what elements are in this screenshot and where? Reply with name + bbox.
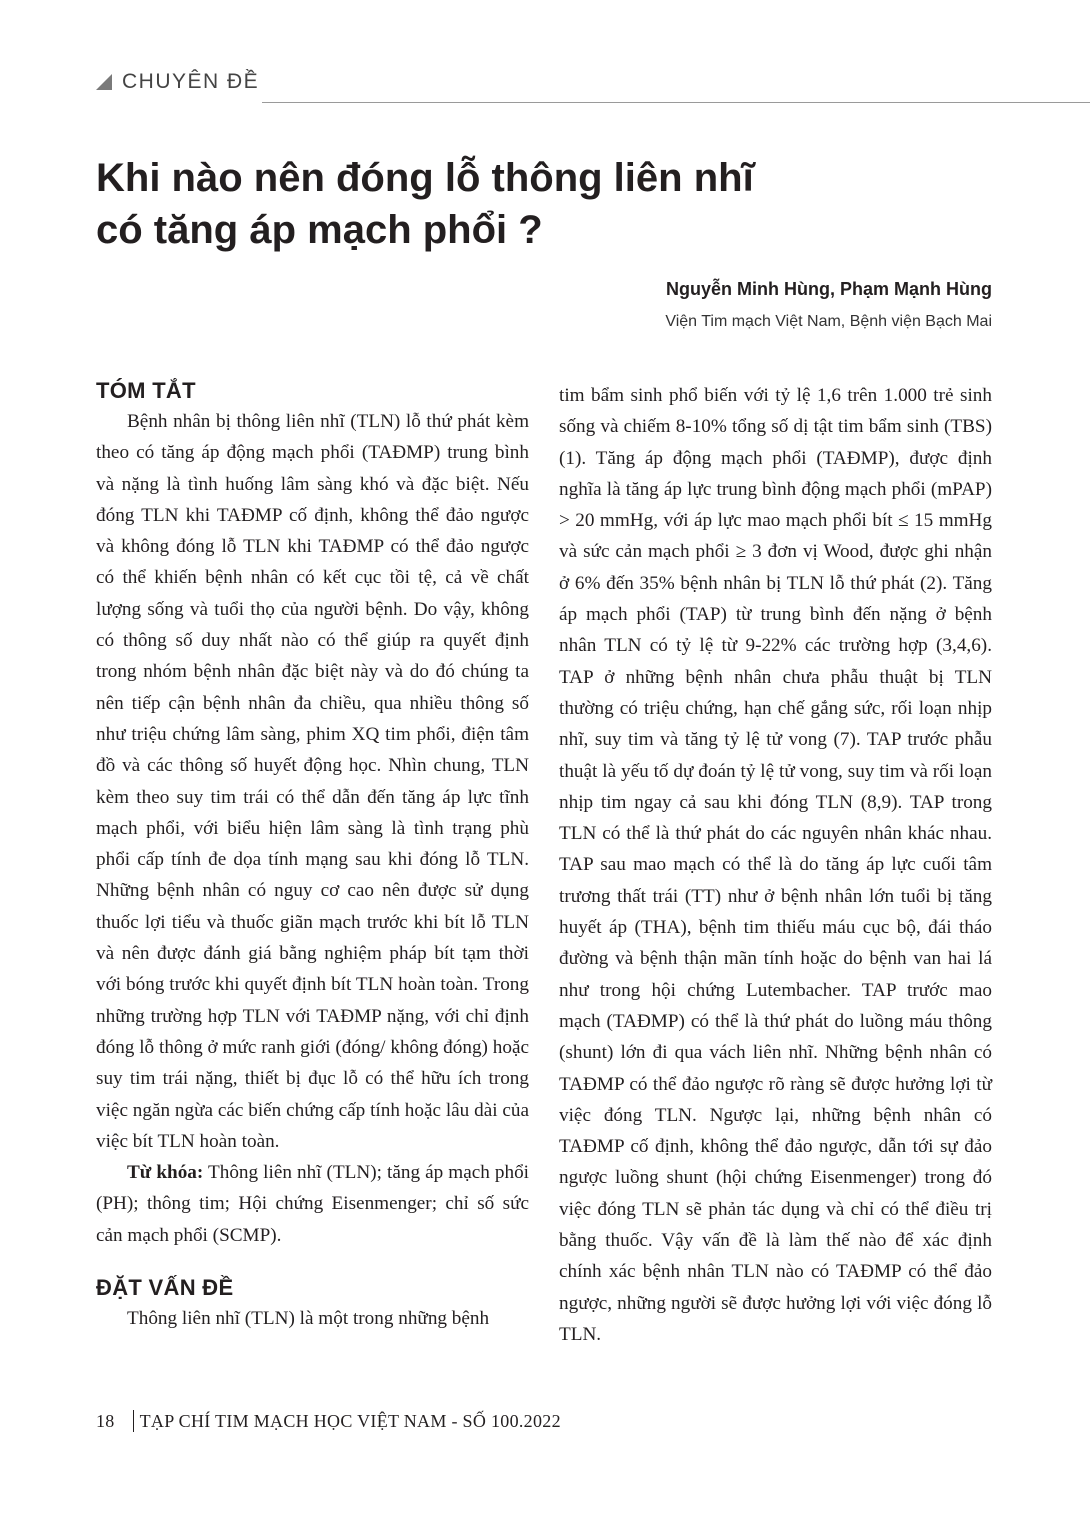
left-column xyxy=(96,376,529,1334)
authors: Nguyễn Minh Hùng, Phạm Mạnh Hùng xyxy=(666,279,992,299)
page-footer xyxy=(96,1410,561,1432)
keywords-text: Thông liên nhĩ (TLN); tăng áp mạch phổi (PH); thông tim; Hội chứng Eisenmenger; chỉ số sức cản mạch phổi (SCMP). xyxy=(96,1162,529,1246)
affiliation: Viện Tim mạch Việt Nam, Bệnh viện Bạch Mai xyxy=(665,313,992,330)
keywords-label: Từ khóa: xyxy=(127,1162,204,1184)
page-number: 18 xyxy=(96,1410,115,1431)
section-tag xyxy=(96,70,259,94)
introduction-start: Thông liên nhĩ (TLN) là một trong những bệnh xyxy=(127,1308,490,1330)
footer-divider xyxy=(133,1410,134,1432)
section-label: CHUYÊN ĐỀ xyxy=(122,70,260,93)
keywords-paragraph xyxy=(96,1157,529,1251)
abstract-body: Bệnh nhân bị thông liên nhĩ (TLN) lỗ thứ phát kèm theo có tăng áp động mạch phổi (TAĐMP) trung bình và nặng là tình huống lâm sàng khó và đặc biệt. Nếu đóng TLN khi TAĐMP cố định, không thể đảo ngược và không đóng lỗ TLN khi TAĐMP có thể đảo ngược có thể khiến bệnh nhân có kết cục tồi tệ, cả về chất lượng sống và tuổi thọ của người bệnh. Do vậy, không có thông số duy nhất nào có thể giúp ra quyết định trong nhóm bệnh nhân đặc biệt này và do đó chúng ta nên tiếp cận bệnh nhân đa chiều, qua nhiều thông số như triệu chứng lâm sàng, phim XQ tim phổi, điện tâm đồ và các thông số huyết động học. Nhìn chung, TLN kèm theo suy tim trái có thể dẫn đến tăng áp lực tĩnh mạch phổi, với biểu hiện lâm sàng là tình trạng phù phổi cấp tính đe dọa tính mạng sau khi đóng lỗ TLN. Những bệnh nhân có nguy cơ cao nên được sử dụng thuốc lợi tiểu và thuốc giãn mạch trước khi bít lỗ TLN và nên được đánh giá bằng nghiệm pháp bít tạm thời với bóng trước khi quyết định bít TLN hoàn toàn. Trong những trường hợp TLN với TAĐMP nặng, với chỉ định đóng lỗ thông ở mức ranh giới (đóng/ không đóng) hoặc suy tim trái nặng, thiết bị đục lỗ có thể hữu ích trong việc ngăn ngừa các biến chứng cấp tính hoặc lâu dài của việc bít TLN hoàn toàn. xyxy=(96,411,529,1152)
right-column xyxy=(559,380,992,1350)
title-line-1: Khi nào nên đóng lỗ thông liên nhĩ xyxy=(96,156,754,200)
introduction-continued: tim bẩm sinh phổ biến với tỷ lệ 1,6 trên 1.000 trẻ sinh sống và chiếm 8-10% tổng số dị tật tim bẩm sinh (TBS) (1). Tăng áp động mạch phổi (TAĐMP), được định nghĩa là tăng áp lực trung bình động mạch phổi (mPAP) > 20 mmHg, với áp lực mao mạch phổi bít ≤ 15 mmHg và sức cản mạch phổi ≥ 3 đơn vị Wood, được ghi nhận ở 6% đến 35% bệnh nhân bị TLN lỗ thứ phát (2). Tăng áp mạch phổi (TAP) từ trung bình đến nặng ở bệnh nhân TLN có tỷ lệ từ 9-22% các trường hợp (3,4,6). TAP ở những bệnh nhân chưa phẫu thuật bị TLN thường có triệu chứng, hạn chế gắng sức, rối loạn nhịp nhĩ, suy tim và tăng tỷ lệ tử vong (7). TAP trước phẫu thuật là yếu tố dự đoán tỷ lệ tử vong, suy tim và rối loạn nhịp tim ngay cả sau khi đóng TLN (8,9). TAP trong TLN có thể là thứ phát do các nguyên nhân khác nhau. TAP sau mao mạch có thể là do tăng áp lực cuối tâm trương thất trái (TT) như ở bệnh nhân lớn tuổi bị tăng huyết áp (THA), bệnh tim thiếu máu cục bộ, đái tháo đường và bệnh thận mãn tính hoặc do bệnh van hai lá như trong hội chứng Lutembacher. TAP trước mao mạch (TAĐMP) có thể là thứ phát do luồng máu thông (shunt) lớn đi qua vách liên nhĩ. Những bệnh nhân có TAĐMP có thể đảo ngược rõ ràng sẽ được hưởng lợi từ việc đóng TLN. Ngược lại, những bệnh nhân có TAĐMP cố định, không thể đảo ngược, dẫn tới sự đảo ngược luồng shunt (hội chứng Eisenmenger) trong đó việc đóng TLN sẽ phản tác dụng và chỉ có thể điều trị bằng thuốc. Vậy vấn đề là làm thế nào để xác định chính xác bệnh nhân TLN nào có TAĐMP có thể đảo ngược, những người sẽ được hưởng lợi với việc đóng lỗ TLN. xyxy=(559,385,992,1345)
article-title xyxy=(96,152,996,256)
introduction-heading: ĐẶT VẤN ĐỀ xyxy=(96,1275,234,1301)
abstract-heading: TÓM TẮT xyxy=(96,378,196,403)
journal-name: TẠP CHÍ TIM MẠCH HỌC VIỆT NAM - SỐ 100.2022 xyxy=(139,1410,561,1431)
title-line-2: có tăng áp mạch phổi ? xyxy=(96,208,543,252)
header-rule xyxy=(262,102,1090,103)
triangle-marker-icon xyxy=(96,74,112,90)
